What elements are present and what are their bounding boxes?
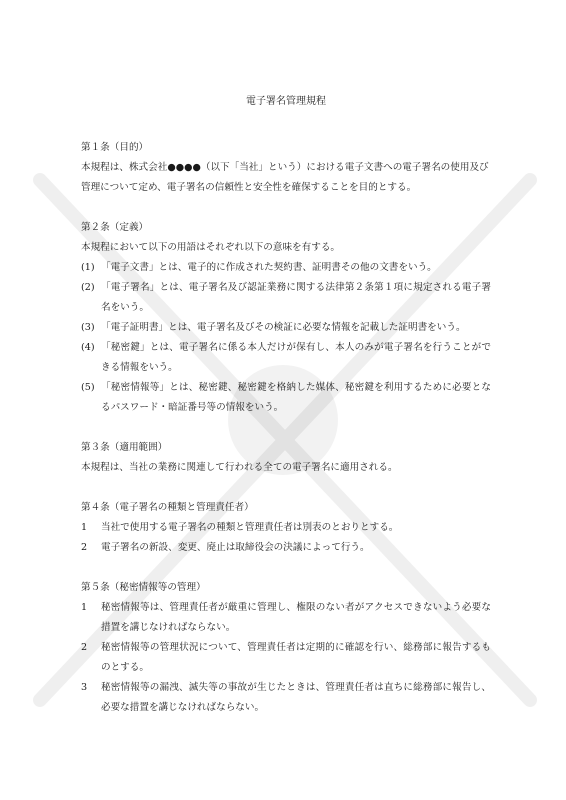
article-heading: 第１条（目的） bbox=[81, 142, 149, 153]
list-item bbox=[81, 678, 491, 718]
list-item bbox=[81, 638, 491, 678]
article-paragraph: 本規程は、株式会社●●●●（以下「当社」という）における電子文書への電子署名の使用及び管理について定め、電子署名の信頼性と安全性を確保することを目的とする。 bbox=[81, 162, 489, 193]
article-paragraph: 本規程において以下の用語はそれぞれ以下の意味を有する。 bbox=[81, 242, 341, 253]
item-text: 「電子署名」とは、電子署名及び認証業務に関する法律第２条第１項に規定される電子署名をいう。 bbox=[101, 282, 491, 313]
article-heading: 第５条（秘密情報等の管理） bbox=[81, 582, 206, 593]
article-1 bbox=[81, 138, 491, 198]
document-page bbox=[81, 95, 491, 738]
item-number: 3 bbox=[81, 682, 88, 693]
article-4 bbox=[81, 498, 491, 558]
item-text: 当社で使用する電子署名の種類と管理責任者は別表のとおりとする。 bbox=[101, 522, 399, 533]
item-number: 2 bbox=[81, 642, 88, 653]
item-number: 1 bbox=[81, 522, 88, 533]
article-paragraph: 本規程は、当社の業務に関連して行われる全ての電子署名に適用される。 bbox=[81, 462, 398, 473]
article-5 bbox=[81, 578, 491, 718]
article-heading: 第４条（電子署名の種類と管理責任者） bbox=[81, 502, 254, 513]
item-number: (1) bbox=[81, 262, 95, 273]
article-3 bbox=[81, 438, 491, 478]
item-text: 秘密情報等は、管理責任者が厳重に管理し、権限のない者がアクセスできないよう必要な措置を講じなければならない。 bbox=[101, 602, 491, 633]
item-text: 「電子文書」とは、電子的に作成された契約書、証明書その他の文書をいう。 bbox=[101, 262, 437, 273]
article-heading: 第３条（適用範囲） bbox=[81, 442, 168, 453]
item-number: (4) bbox=[81, 342, 95, 353]
item-text: 電子署名の新設、変更、廃止は取締役会の決議によって行う。 bbox=[101, 542, 370, 553]
item-text: 「秘密鍵」とは、電子署名に係る本人だけが保有し、本人のみが電子署名を行うことができる情報をいう。 bbox=[101, 342, 491, 373]
articles-container bbox=[81, 138, 491, 718]
list-item bbox=[81, 378, 491, 418]
list-item bbox=[81, 318, 491, 338]
document-title: 電子署名管理規程 bbox=[246, 96, 326, 107]
list-item bbox=[81, 338, 491, 378]
item-number: (3) bbox=[81, 322, 95, 333]
item-number: (2) bbox=[81, 282, 95, 293]
list-item bbox=[81, 278, 491, 318]
item-number: 2 bbox=[81, 542, 88, 553]
list-item bbox=[81, 518, 491, 538]
article-heading: 第２条（定義） bbox=[81, 222, 149, 233]
item-text: 「電子証明書」とは、電子署名及びその検証に必要な情報を記載した証明書をいう。 bbox=[101, 322, 466, 333]
list-item bbox=[81, 598, 491, 638]
article-2 bbox=[81, 218, 491, 418]
list-item bbox=[81, 538, 491, 558]
item-text: 「秘密情報等」とは、秘密鍵、秘密鍵を格納した媒体、秘密鍵を利用するために必要となるパスワード・暗証番号等の情報をいう。 bbox=[101, 382, 491, 413]
item-number: 1 bbox=[81, 602, 88, 613]
item-text: 秘密情報等の管理状況について、管理責任者は定期的に確認を行い、総務部に報告するものとする。 bbox=[101, 642, 491, 673]
list-item bbox=[81, 258, 491, 278]
item-number: (5) bbox=[81, 382, 95, 393]
item-text: 秘密情報等の漏洩、滅失等の事故が生じたときは、管理責任者は直ちに総務部に報告し、必要な措置を講じなければならない。 bbox=[101, 682, 491, 713]
